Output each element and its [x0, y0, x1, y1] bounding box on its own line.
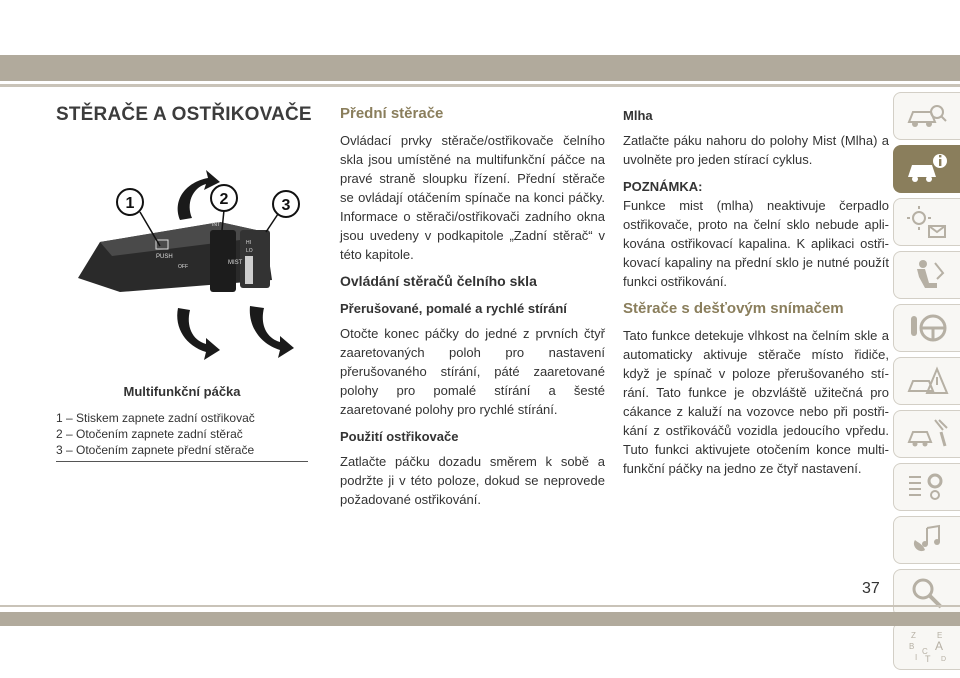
text-column-2 — [340, 104, 605, 517]
specs-gears-icon — [905, 469, 949, 505]
wipe-speeds-heading: Přerušované, pomalé a rychlé stírání — [340, 301, 567, 316]
figure-caption: Multifunkční páčka — [123, 384, 241, 399]
car-tools-icon — [905, 416, 949, 452]
warning-lights-icon — [905, 204, 949, 240]
callout-1: 1 — [125, 195, 135, 212]
legend-item-3: 3 – Otočením zapnete přední stěrače — [56, 443, 255, 457]
chapter-tabs — [893, 92, 960, 675]
tab-car-info[interactable] — [893, 145, 960, 193]
footer-bar — [0, 612, 960, 626]
alphabet-index-icon — [905, 628, 949, 664]
lever-label-off: OFF — [178, 264, 188, 270]
svg-text:I: I — [915, 653, 918, 662]
tab-car-search[interactable] — [893, 92, 960, 140]
svg-text:T: T — [925, 654, 931, 664]
svg-text:B: B — [909, 642, 915, 651]
multimedia-icon — [905, 522, 949, 558]
text-column-3 — [623, 104, 889, 486]
tab-magnifier[interactable] — [893, 569, 960, 617]
note-text: Funkce mist (mlha) neaktivuje čerpadlo ostřikovače, proto na čelní sklo nebude aplikována ostřikovací kapalina. K aplikaci ostřikovací kapaliny na přední sklo je nutné použít funkci ostřikování. — [623, 198, 889, 289]
svg-text:C: C — [922, 647, 928, 656]
callout-3-leader — [266, 214, 278, 232]
rain-sensing-heading: Stěrače s dešťovým snímačem — [623, 300, 844, 317]
car-search-icon — [905, 98, 949, 134]
tab-alphabet-index[interactable] — [893, 622, 960, 670]
front-wipers-heading: Přední stěrače — [340, 105, 444, 122]
lever-illustration — [60, 160, 310, 370]
footer-line — [0, 605, 960, 607]
lever-label-lo: LO — [246, 248, 253, 254]
end-cap-slot — [245, 256, 253, 284]
rotate-arrow-down-right-icon — [250, 306, 294, 358]
callout-2: 2 — [219, 191, 229, 208]
tab-multimedia[interactable] — [893, 516, 960, 564]
header-line — [0, 84, 960, 87]
mist-text: Zatlačte páku nahoru do polohy Mist (Mlha) a uvolněte pro jeden stírací cyklus. — [623, 133, 889, 167]
section-title: STĚRAČE A OSTŘIKOVAČE — [56, 104, 312, 125]
lever-label-int: INT — [212, 222, 221, 228]
lever-label-hi: HI — [246, 240, 251, 246]
steering-wheel-icon — [905, 310, 949, 346]
svg-text:Z: Z — [911, 631, 916, 640]
washer-text: Zatlačte páčku dozadu směrem k sobě a podržte ji v této poloze, dokud se neprovede požadované ostřikování. — [340, 454, 605, 507]
lever-label-push: PUSH — [156, 254, 173, 260]
airbag-seat-icon — [905, 257, 949, 293]
tab-airbag-seat[interactable] — [893, 251, 960, 299]
washer-heading: Použití ostřikovače — [340, 429, 459, 444]
tab-car-tools[interactable] — [893, 410, 960, 458]
roadside-warning-icon — [905, 363, 949, 399]
tab-steering-wheel[interactable] — [893, 304, 960, 352]
callout-3: 3 — [281, 197, 291, 214]
header-band — [0, 0, 960, 55]
legend-item-1: 1 – Stiskem zapnete zadní ostřikovač — [56, 411, 255, 425]
multifunction-lever-figure — [60, 160, 310, 370]
end-cap — [240, 230, 270, 288]
page-number: 37 — [862, 580, 880, 597]
rotate-arrow-down-left-icon — [177, 308, 220, 360]
car-info-icon — [905, 151, 949, 187]
tab-warning-lights[interactable] — [893, 198, 960, 246]
figure-legend — [56, 410, 308, 462]
note-heading: POZNÁMKA: — [623, 179, 703, 194]
svg-text:E: E — [937, 631, 943, 640]
rain-sensing-text: Tato funkce detekuje vlhkost na čelním skle a automaticky aktivuje stěrače místo řidiče, když je spínač v poloze přerušovaného stírání. Tato funkce je obzvláště užitečná pro cákance z kaluží na vozovce nebo při postřikání z ostřikováčů vozidla jedoucího vpředu. Tuto funkci aktivujete otočením konce multifunkční páčky na jedno ze čtyř nastavení. — [623, 328, 889, 476]
legend-item-2: 2 – Otočením zapnete zadní stěrač — [56, 427, 243, 441]
mist-heading: Mlha — [623, 108, 653, 123]
tab-roadside-warning[interactable] — [893, 357, 960, 405]
tab-specs-gears[interactable] — [893, 463, 960, 511]
svg-text:D: D — [941, 656, 947, 663]
windshield-wiper-control-heading: Ovládání stěračů čelního skla — [340, 273, 537, 289]
wipe-speeds-text: Otočte konec páčky do jedné z prvních čtyř zaaretovaných poloh pro nastavení přerušovaného stírání, páté zaaretované polohy pro pomalé stírání a šesté zaaretované polohy pro rychlé stírání. — [340, 326, 605, 417]
header-bar — [0, 55, 960, 81]
svg-text:A: A — [935, 639, 944, 653]
lever-label-mist: MIST — [228, 260, 243, 266]
front-wipers-intro: Ovládací prvky stěrače/ostřikovače čelního skla jsou umístěné na multifunkční páčce na pravé straně sloupku řízení. Přední stěrače se ovládají otáčením spínače na konci páčky. Informace o stěrači/ostřikovači zadního okna jsou uvedeny v podkapitole „Zadní stěrač“ v této kapitole. — [340, 133, 605, 262]
